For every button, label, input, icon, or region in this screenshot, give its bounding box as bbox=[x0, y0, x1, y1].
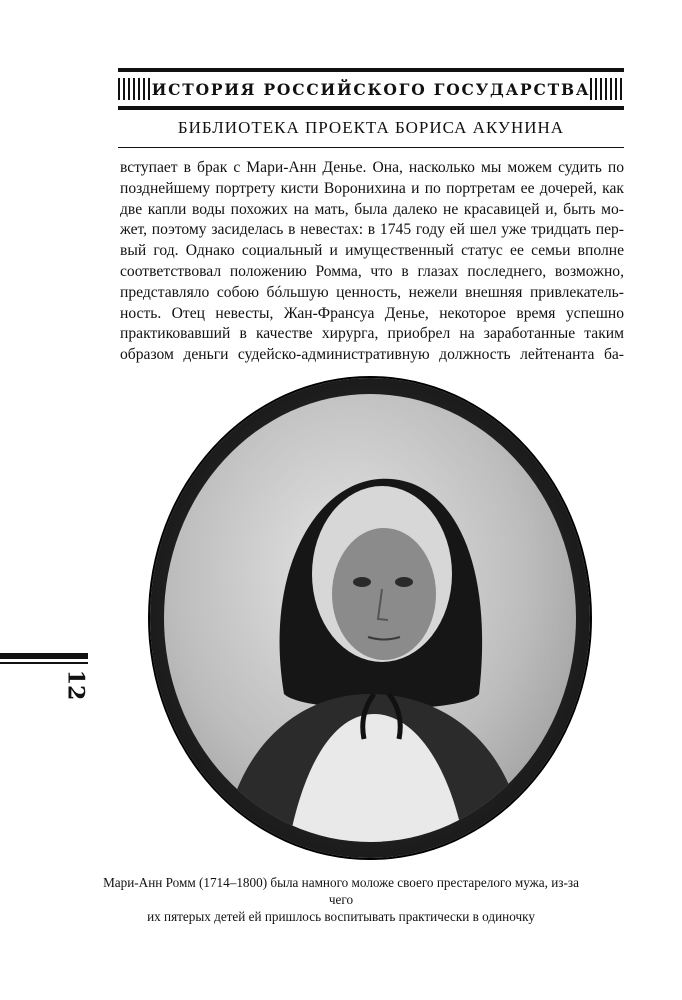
series-title-bar bbox=[118, 68, 624, 110]
eye-right bbox=[395, 577, 413, 587]
page-number: 12 bbox=[62, 669, 89, 701]
text-line: вступает в брак с Мари-Анн Денье. Она, насколько мы можем судить по bbox=[120, 159, 624, 176]
text-line: вый год. Однако социальный и имущественный статус ее семьи вполне bbox=[120, 242, 624, 260]
running-header bbox=[118, 68, 624, 148]
caption-line-1: Мари-Анн Ромм (1714–1800) была намного моложе своего престарелого мужа, из-за чего bbox=[103, 875, 579, 907]
library-title: БИБЛИОТЕКА ПРОЕКТА БОРИСА АКУНИНА bbox=[118, 118, 624, 148]
eye-left bbox=[353, 577, 371, 587]
text-line: ность. Отец невесты, Жан-Франсуа Денье, некоторое время успешно bbox=[120, 304, 624, 322]
oval-frame bbox=[150, 378, 590, 858]
text-line: представляло собою бóльшую ценность, нежели внешняя привлекатель- bbox=[120, 283, 624, 301]
portrait-image bbox=[164, 394, 576, 842]
text-line: жет, поэтому засиделась в невестах: в 1745 году ей шел уже тридцать пер- bbox=[120, 221, 624, 239]
page-marker-rule bbox=[0, 653, 88, 659]
text-line: позднейшему портрету кисти Воронихина и по портретам ее дочерей, как bbox=[120, 179, 624, 197]
text-line: образом деньги судейско-административную должность лейтенанта ба- bbox=[120, 346, 624, 364]
figure-caption bbox=[100, 874, 582, 925]
portrait-illustration bbox=[164, 394, 576, 842]
text-line: практиковавший в качестве хирурга, приобрел на заработанные таким bbox=[120, 325, 624, 343]
decorative-stripes-right bbox=[590, 78, 624, 100]
page-marker bbox=[0, 653, 88, 664]
page-marker-rule-thin bbox=[0, 662, 88, 664]
text-line: две капли воды похожих на мать, была далеко не красавицей и, быть мо- bbox=[120, 200, 624, 218]
portrait-miniature bbox=[150, 378, 590, 858]
decorative-stripes-left bbox=[118, 78, 152, 100]
series-title: ИСТОРИЯ РОССИЙСКОГО ГОСУДАРСТВА bbox=[151, 79, 591, 99]
caption-line-2: их пятерых детей ей пришлось воспитывать практически в одиночку bbox=[147, 909, 535, 924]
body-paragraph bbox=[120, 158, 624, 366]
text-line: соответствовал положению Ромма, что в глазах последнего, возможно, bbox=[120, 262, 624, 280]
